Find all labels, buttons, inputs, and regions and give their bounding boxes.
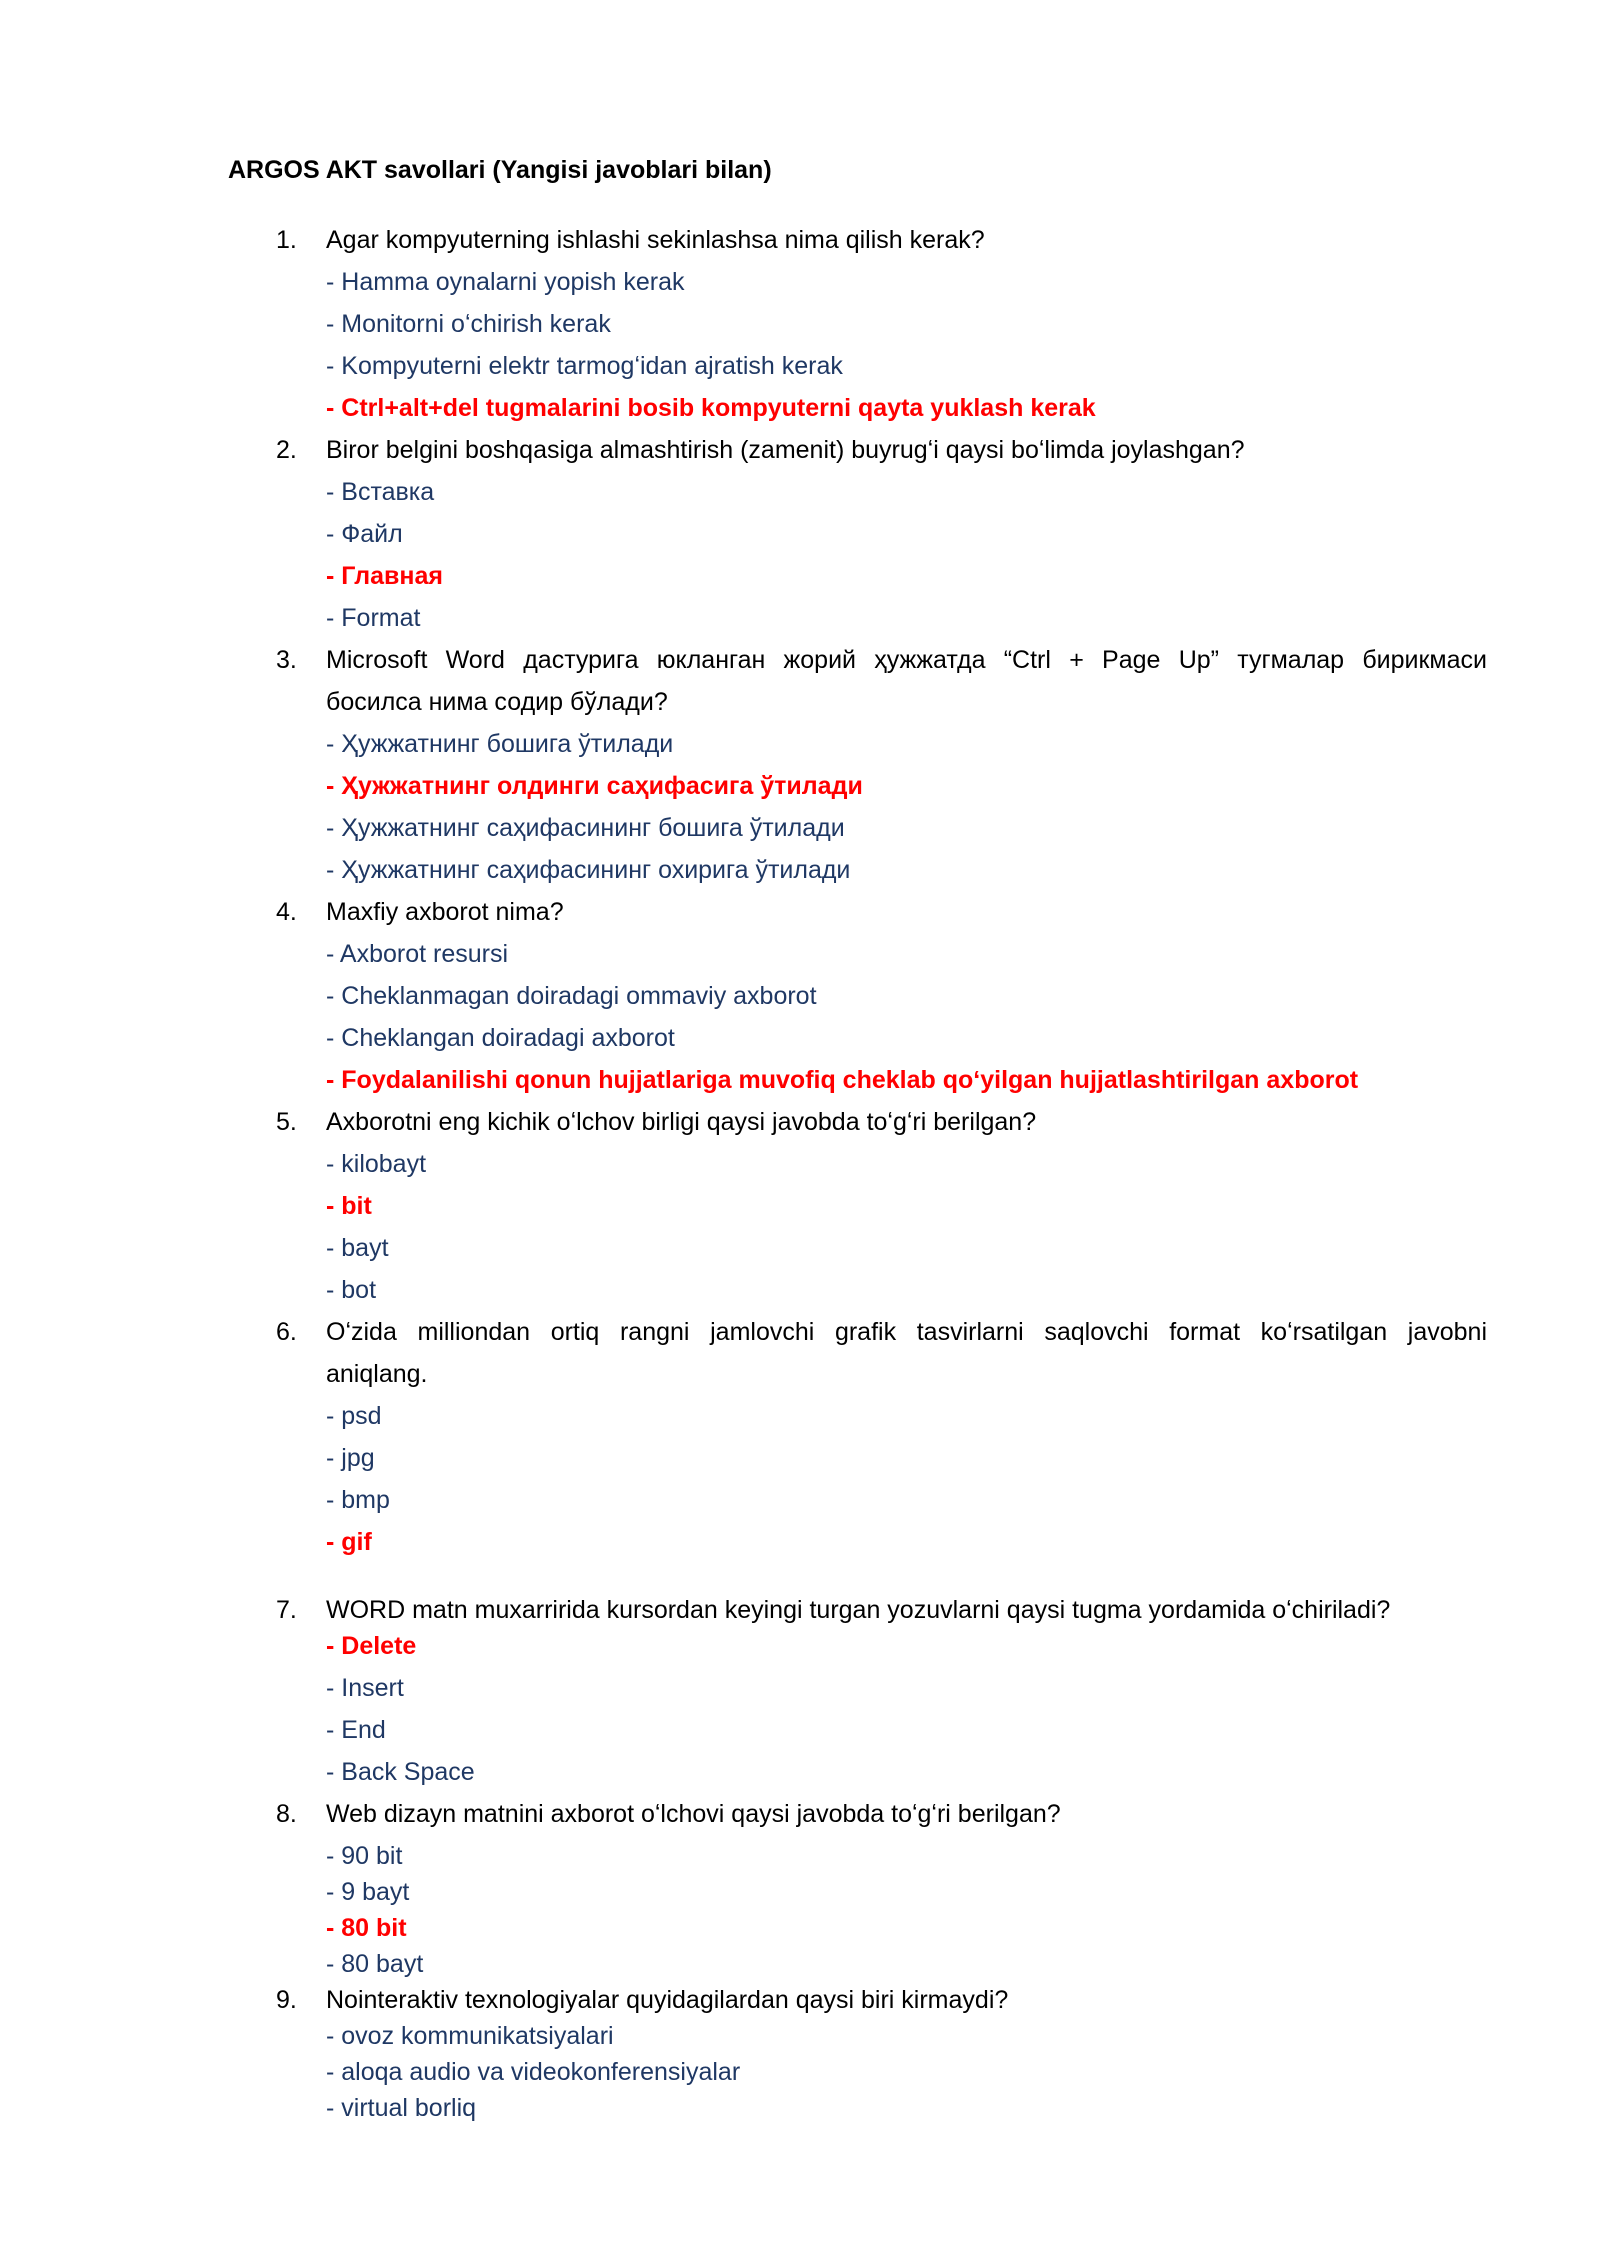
question-text: Oʻzida milliondan ortiq rangni jamlovchi grafik tasvirlarni saqlovchi format koʻrsatilgan javobni xyxy=(326,1318,1487,1346)
question-number: 6. xyxy=(276,1318,297,1346)
question-text: aniqlang. xyxy=(326,1360,428,1388)
answer-option: - Файл xyxy=(326,520,403,548)
correct-answer-option: - Главная xyxy=(326,562,443,590)
correct-answer-option: - gif xyxy=(326,1528,372,1556)
question-number: 4. xyxy=(276,898,297,926)
question-text: Biror belgini boshqasiga almashtirish (zamenit) buyrugʻi qaysi boʻlimda joylashgan? xyxy=(326,436,1245,464)
answer-option: - 9 bayt xyxy=(326,1878,410,1906)
answer-option: - Ҳужжатнинг бошига ўтилади xyxy=(326,730,674,758)
question-text: босилса нима содир бўлади? xyxy=(326,688,668,716)
answer-option: - bayt xyxy=(326,1234,389,1262)
question-text: Maxfiy axborot nima? xyxy=(326,898,564,926)
answer-option: - Back Space xyxy=(326,1758,475,1786)
question-number: 2. xyxy=(276,436,297,464)
answer-option: - aloqa audio va videokonferensiyalar xyxy=(326,2058,741,2086)
question-text: Nointeraktiv texnologiyalar quyidagilardan qaysi biri kirmaydi? xyxy=(326,1986,1009,2014)
question-number: 8. xyxy=(276,1800,297,1828)
answer-option: - Ҳужжатнинг саҳифасининг бошига ўтилади xyxy=(326,814,845,842)
answer-option: - jpg xyxy=(326,1444,375,1472)
answer-option: - Kompyuterni elektr tarmogʻidan ajratish kerak xyxy=(326,352,843,380)
question-number: 7. xyxy=(276,1596,297,1624)
question-text: Axborotni eng kichik oʻlchov birligi qaysi javobda toʻgʻri berilgan? xyxy=(326,1108,1037,1136)
answer-option: - End xyxy=(326,1716,386,1744)
answer-option: - Cheklanmagan doiradagi ommaviy axborot xyxy=(326,982,817,1010)
answer-option: - Ҳужжатнинг саҳифасининг охирига ўтилади xyxy=(326,856,851,884)
correct-answer-option: - Delete xyxy=(326,1632,417,1660)
answer-option: - 80 bayt xyxy=(326,1950,424,1978)
answer-option: - Insert xyxy=(326,1674,404,1702)
answer-option: - psd xyxy=(326,1402,382,1430)
question-text: Microsoft Word дастурига юкланган жорий ҳужжатда “Ctrl + Page Up” тугмалар бирикмаси xyxy=(326,646,1487,674)
answer-option: - Axborot resursi xyxy=(326,940,509,968)
answer-option: - Cheklangan doiradagi axborot xyxy=(326,1024,675,1052)
answer-option: - 90 bit xyxy=(326,1842,403,1870)
answer-option: - Вставка xyxy=(326,478,435,506)
correct-answer-option: - Ҳужжатнинг олдинги саҳифасига ўтилади xyxy=(326,772,863,800)
answer-option: - virtual borliq xyxy=(326,2094,477,2122)
question-number: 5. xyxy=(276,1108,297,1136)
question-text: Agar kompyuterning ishlashi sekinlashsa nima qilish kerak? xyxy=(326,226,985,254)
question-text: WORD matn muxarririda kursordan keyingi turgan yozuvlarni qaysi tugma yordamida oʻchiriladi? xyxy=(326,1596,1391,1624)
answer-option: - bmp xyxy=(326,1486,390,1514)
correct-answer-option: - 80 bit xyxy=(326,1914,407,1942)
answer-option: - bot xyxy=(326,1276,377,1304)
answer-option: - Hamma oynalarni yopish kerak xyxy=(326,268,685,296)
question-number: 3. xyxy=(276,646,297,674)
correct-answer-option: - bit xyxy=(326,1192,372,1220)
question-text: Web dizayn matnini axborot oʻlchovi qaysi javobda toʻgʻri berilgan? xyxy=(326,1800,1061,1828)
correct-answer-option: - Foydalanilishi qonun hujjatlariga muvofiq cheklab qoʻyilgan hujjatlashtirilgan axborot xyxy=(326,1066,1359,1094)
question-number: 1. xyxy=(276,226,297,254)
question-number: 9. xyxy=(276,1986,297,2014)
correct-answer-option: - Ctrl+alt+del tugmalarini bosib kompyuterni qayta yuklash kerak xyxy=(326,394,1096,422)
answer-option: - Monitorni oʻchirish kerak xyxy=(326,310,611,338)
page-title: ARGOS AKT savollari (Yangisi javoblari bilan) xyxy=(228,156,772,184)
answer-option: - ovoz kommunikatsiyalari xyxy=(326,2022,614,2050)
answer-option: - kilobayt xyxy=(326,1150,427,1178)
answer-option: - Format xyxy=(326,604,421,632)
